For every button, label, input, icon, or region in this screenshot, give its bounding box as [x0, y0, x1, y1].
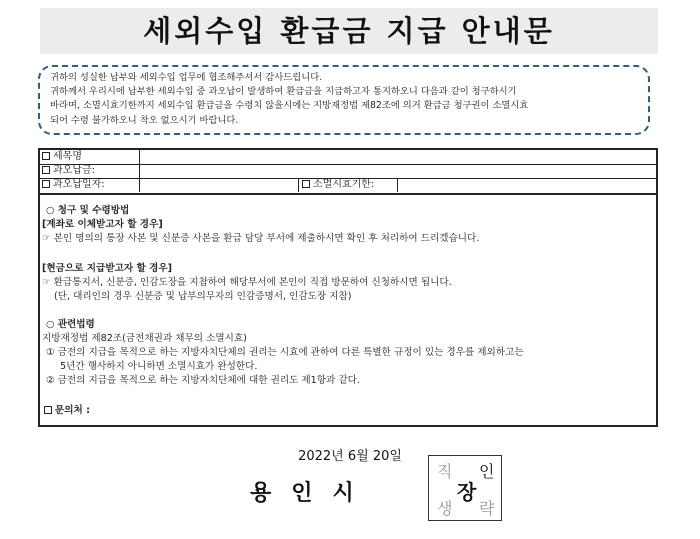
refund-amount-row [40, 164, 656, 179]
issuer-name: 용인시 [250, 481, 374, 506]
law-item-2: ② 금전의 지급을 목적으로 하는 지방자치단체에 대한 권리도 제1항과 같다. [46, 375, 360, 386]
law-heading: ○ 관련법령 [46, 319, 95, 330]
expiry-checkbox[interactable] [302, 180, 310, 188]
contact-checkbox[interactable] [44, 406, 52, 414]
seal-char: 생 [437, 499, 453, 518]
page-title: 세외수입 환급금 지급 안내문 [143, 14, 555, 48]
item-name-checkbox[interactable] [42, 152, 50, 160]
refund-date-checkbox[interactable] [42, 180, 50, 188]
expiry-label: 소멸시효기한: [313, 179, 375, 190]
notice-line: 되어 수령 불가하오니 착오 없으시기 바랍니다. [50, 114, 239, 126]
notice-line: 바라며, 소멸시효기한까지 세외수입 환급금을 수령치 않을시에는 지방재정법 제82조에 의거 환급금 청구권이 소멸시효 [50, 100, 529, 112]
seal-char: 략 [479, 499, 495, 518]
seal-char: 인 [479, 462, 495, 481]
contact-label: 문의처 : [55, 405, 90, 416]
item-name-row [40, 150, 656, 165]
refund-amount-checkbox[interactable] [42, 166, 50, 174]
notice-line: 귀하의 성실한 납부와 세외수입 업무에 협조해주셔서 감사드립니다. [50, 72, 323, 83]
refund-amount-label: 과오납금: [53, 165, 96, 176]
notice-box [38, 65, 650, 135]
seal-char: 직 [437, 462, 453, 481]
account-title: [계좌로 이체받고자 할 경우] [42, 219, 163, 230]
refund-date-row [40, 178, 656, 195]
claim-heading: ○ 청구 및 수령방법 [46, 205, 130, 216]
issue-date: 2022년 6월 20일 [298, 449, 402, 464]
form-body [40, 200, 656, 425]
refund-form [38, 148, 658, 427]
notice-line: 귀하께서 우리시에 납부한 세외수입 중 과오납이 발생하여 환급금을 지급하고자 통지하오니 다음과 같이 청구하시기 [50, 86, 517, 98]
contact-row [44, 404, 90, 417]
refund-date-label: 과오납일자: [53, 179, 105, 190]
seal-char: 장 [457, 480, 477, 504]
item-name-label: 세목명 [53, 151, 82, 162]
official-seal [428, 455, 502, 521]
cash-text: ☞ 환급통지서, 신분증, 인감도장을 지참하여 해당부서에 본인이 직접 방문하여 신청하시면 됩니다. [42, 277, 452, 288]
law-item-1: ① 금전의 지급을 목적으로 하는 지방자치단체의 권리는 시효에 관하여 다른 특별한 규정이 있는 경우를 제외하고는 [46, 347, 524, 358]
cash-title: [현금으로 지급받고자 할 경우] [42, 263, 172, 274]
law-title: 지방재정법 제82조(금전채권과 채무의 소멸시효) [42, 333, 247, 344]
account-text: ☞ 본인 명의의 통장 사본 및 신분증 사본을 환급 담당 부서에 제출하시면 확인 후 처리하여 드리겠습니다. [42, 233, 480, 244]
law-item-1-cont: 5년간 행사하지 아니하면 소멸시효가 완성한다. [60, 361, 258, 372]
cash-note: (단, 대리인의 경우 신분증 및 납부의무자의 인감증명서, 인감도장 지참) [54, 291, 352, 302]
